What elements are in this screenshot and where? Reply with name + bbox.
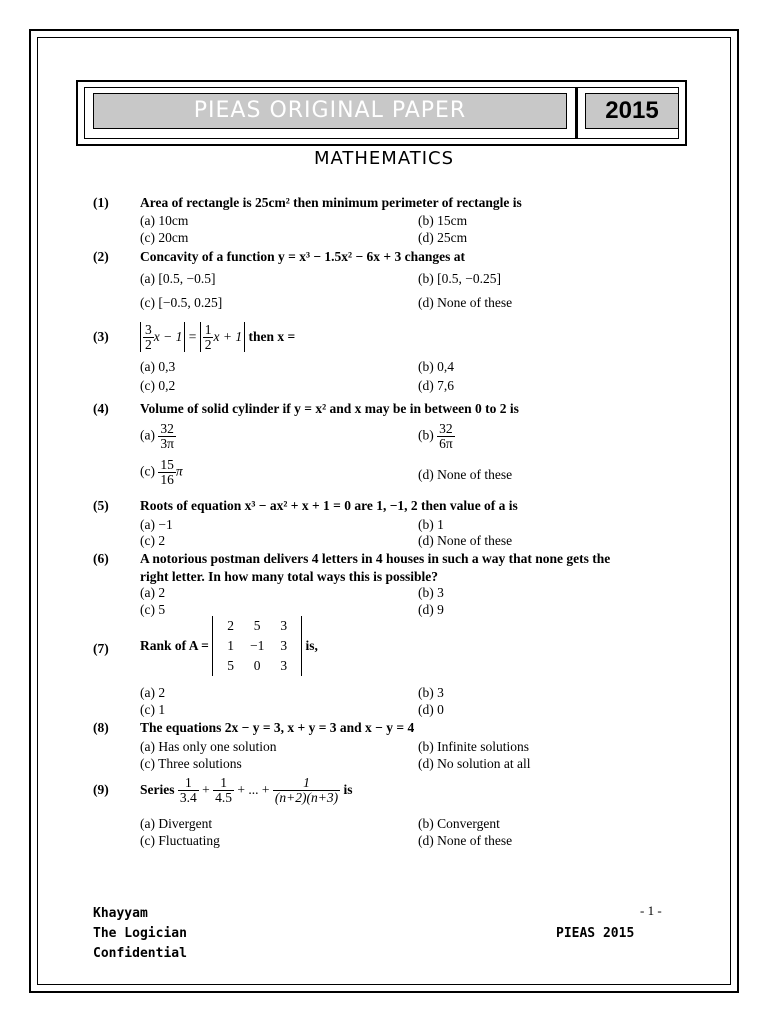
option-b: (b) 3 [418,685,444,700]
page-number: - 1 - [640,903,662,918]
option-b: (b) [0.5, −0.25] [418,271,501,286]
question-number: (6) [93,551,109,566]
option-c: (c) 0,2 [140,378,176,393]
option-b: (b) Convergent [418,816,500,831]
option-a: (a) 2 [140,685,166,700]
question-stem: Volume of solid cylinder if y = x² and x may be in between 0 to 2 is [140,401,519,416]
question-2 [93,248,673,310]
question-number: (5) [93,498,109,513]
question-stem: Series $\frac{1}{3.4}$ + $\frac{1}{4.5}$ + ... + $\frac{1}{(n+2)(n+3)}$ is [140,775,353,806]
question-6 [93,550,673,617]
option-c: (c) Three solutions [140,756,242,771]
option-b: (b) 0,4 [418,359,454,374]
option-c: (c) 1 [140,702,166,717]
question-number: (3) [93,329,109,344]
question-number: (9) [93,782,109,797]
option-a: (a) 10cm [140,213,189,228]
option-a: (a) $\frac{32}{3\pi}$ [140,421,174,451]
option-d: (d) 0 [418,702,444,717]
option-c: (c) 20cm [140,230,189,245]
option-d: (d) No solution at all [418,756,531,771]
option-c: (c) 2 [140,533,166,548]
option-a: (a) Has only one solution [140,739,277,754]
question-stem: Roots of equation x³ − ax² + x + 1 = 0 are 1, −1, 2 then value of a is [140,498,518,513]
header-inner [84,87,679,139]
option-d: (d) None of these [418,295,513,310]
question-number: (4) [93,401,109,416]
question-1 [93,194,673,245]
option-b: (b) 1 [418,517,444,532]
footer-author: Khayyam [93,906,148,921]
question-number: (1) [93,195,109,210]
option-d: (d) None of these [418,467,513,482]
question-5 [93,497,673,548]
question-stem: Area of rectangle is 25cm² then minimum perimeter of rectangle is [140,195,522,210]
option-d: (d) 7,6 [418,378,454,393]
option-b: (b) Infinite solutions [418,739,529,754]
question-4 [93,400,673,487]
header-box [76,80,687,146]
option-d: (d) None of these [418,533,513,548]
paper-title: PIEAS ORIGINAL PAPER [93,93,567,129]
option-a: (a) 2 [140,585,166,600]
matrix-a: 2 5 3 1 −1 3 5 0 3 [212,616,302,676]
question-stem-line-1: A notorious postman delivers 4 letters in 4 houses in such a way that none gets the [140,551,611,566]
question-stem: Concavity of a function y = x³ − 1.5x² − 6x + 3 changes at [140,249,465,264]
question-stem: The equations 2x − y = 3, x + y = 3 and x − y = 4 [140,720,415,735]
option-d: (d) 25cm [418,230,468,245]
option-d: (d) 9 [418,602,444,617]
question-8 [93,719,673,771]
question-number: (2) [93,249,109,264]
footer-confidential: Confidential [93,946,187,961]
option-b: (b) 15cm [418,213,468,228]
option-a: (a) 0,3 [140,359,176,374]
question-number: (7) [93,641,109,656]
question-stem: Rank of A = 2 5 3 1 −1 3 5 0 3 is, [140,616,318,676]
option-c: (c) Fluctuating [140,833,220,848]
question-number: (8) [93,720,109,735]
header-divider [575,87,578,139]
footer-right: PIEAS 2015 [556,926,635,941]
subject-title: MATHEMATICS [313,148,455,169]
question-7 [93,616,673,717]
option-c: (c) 5 [140,602,166,617]
question-3 [93,320,673,393]
question-9 [93,772,673,848]
option-c: (c) $\frac{15}{16}$ π [140,457,183,487]
option-b: (b) $\frac{32}{6\pi}$ [418,421,453,451]
option-d: (d) None of these [418,833,513,848]
option-a: (a) −1 [140,517,173,532]
option-a: (a) [0.5, −0.5] [140,271,216,286]
option-c: (c) [−0.5, 0.25] [140,295,223,310]
option-a: (a) Divergent [140,816,213,831]
option-b: (b) 3 [418,585,444,600]
question-stem: $\frac{3}{2}$ x − 1 = $\frac{1}{2}$ x + 1 then x = [140,320,295,354]
footer-subtitle: The Logician [93,926,187,941]
question-stem-line-2: right letter. In how many total ways this is possible? [140,569,439,584]
footer-left [93,904,187,964]
paper-year: 2015 [585,93,679,129]
